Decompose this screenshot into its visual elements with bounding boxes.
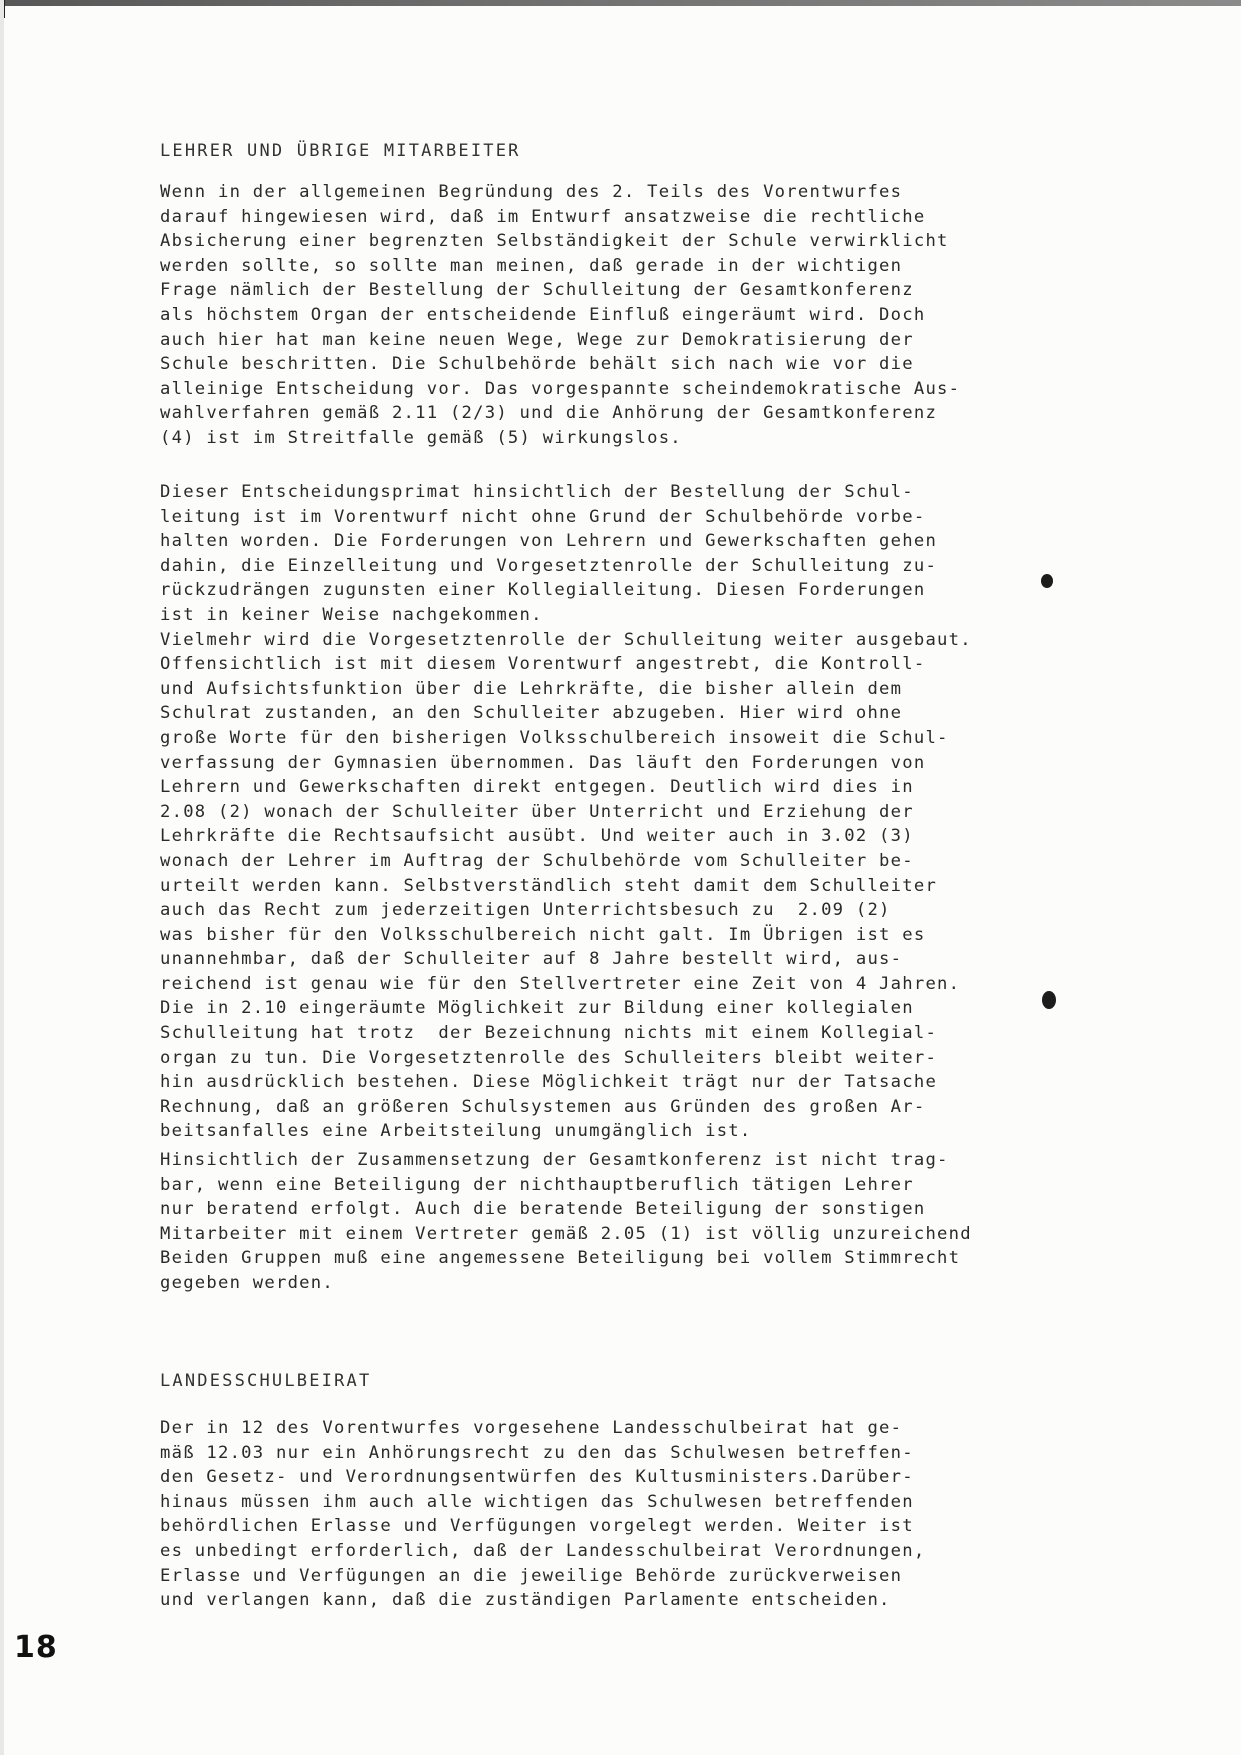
text-line: Absicherung einer begrenzten Selbständigkeit der Schule verwirklicht — [160, 231, 949, 252]
text-line: als höchstem Organ der entscheidende Einfluß eingeräumt wird. Doch — [160, 304, 926, 325]
text-line: es unbedingt erforderlich, daß der Landesschulbeirat Verordnungen, — [160, 1540, 926, 1561]
text-line: gegeben werden. — [160, 1272, 334, 1293]
text-line: ist in keiner Weise nachgekommen. — [160, 604, 543, 625]
text-line: dahin, die Einzelleitung und Vorgesetztenrolle der Schulleitung zu- — [160, 555, 938, 576]
text-line: Schulrat zustanden, an den Schulleiter abzugeben. Hier wird ohne — [160, 703, 903, 724]
paragraph-begruendung — [160, 180, 960, 451]
text-line: Lehrkräfte die Rechtsaufsicht ausübt. Und weiter auch in 3.02 (3) — [160, 826, 914, 847]
text-line: wonach der Lehrer im Auftrag der Schulbehörde vom Schulleiter be- — [160, 850, 914, 871]
text-line: auch das Recht zum jederzeitigen Unterrichtsbesuch zu 2.09 (2) — [160, 900, 891, 921]
text-line: hinaus müssen ihm auch alle wichtigen das Schulwesen betreffenden — [160, 1491, 914, 1512]
text-line: Schule beschritten. Die Schulbehörde behält sich nach wie vor die — [160, 354, 914, 375]
text-line: nur beratend erfolgt. Auch die beratende Beteiligung der sonstigen — [160, 1199, 926, 1220]
text-line: reichend ist genau wie für den Stellvertreter eine Zeit von 4 Jahren. — [160, 973, 961, 994]
text-line: Dieser Entscheidungsprimat hinsichtlich der Bestellung der Schul- — [160, 482, 914, 502]
section-heading-lehrer: LEHRER UND ÜBRIGE MITARBEITER — [160, 141, 521, 161]
text-line: werden sollte, so sollte man meinen, daß gerade in der wichtigen — [160, 255, 903, 276]
text-line: Schulleitung hat trotz der Bezeichnung nichts mit einem Kollegial- — [160, 1023, 938, 1044]
ink-blot — [1041, 574, 1053, 588]
text-line: Lehrern und Gewerkschaften direkt entgegen. Deutlich wird dies in — [160, 777, 914, 798]
text-line: Die in 2.10 eingeräumte Möglichkeit zur Bildung einer kollegialen — [160, 998, 914, 1019]
text-line: beitsanfalles eine Arbeitsteilung unumgänglich ist. — [160, 1121, 752, 1142]
page-number: 18 — [14, 1630, 58, 1665]
text-line: alleinige Entscheidung vor. Das vorgespannte scheindemokratische Aus- — [160, 378, 961, 399]
text-line: Frage nämlich der Bestellung der Schulleitung der Gesamtkonferenz — [160, 280, 914, 301]
text-line: urteilt werden kann. Selbstverständlich steht damit dem Schulleiter — [160, 875, 938, 896]
text-line: Offensichtlich ist mit diesem Vorentwurf angestrebt, die Kontroll- — [160, 654, 926, 675]
text-line: wahlverfahren gemäß 2.11 (2/3) und die Anhörung der Gesamtkonferenz — [160, 403, 938, 424]
ink-blot — [1042, 991, 1056, 1009]
text-line: den Gesetz- und Verordnungsentwürfen des Kultusministers.Darüber- — [160, 1467, 914, 1488]
text-line: Hinsichtlich der Zusammensetzung der Gesamtkonferenz ist nicht trag- — [160, 1150, 949, 1170]
text-line: bar, wenn eine Beteiligung der nichthauptberuflich tätigen Lehrer — [160, 1174, 914, 1195]
text-line: Der in 12 des Vorentwurfes vorgesehene Landesschulbeirat hat ge- — [160, 1418, 903, 1438]
text-line: Beiden Gruppen muß eine angemessene Beteiligung bei vollem Stimmrecht — [160, 1248, 961, 1269]
text-line: leitung ist im Vorentwurf nicht ohne Grund der Schulbehörde vorbe- — [160, 506, 926, 527]
text-line: darauf hingewiesen wird, daß im Entwurf ansatzweise die rechtliche — [160, 206, 926, 227]
text-line: und Aufsichtsfunktion über die Lehrkräfte, die bisher allein dem — [160, 678, 903, 699]
paragraph-gesamtkonferenz — [160, 1148, 972, 1296]
text-line: und verlangen kann, daß die zuständigen Parlamente entscheiden. — [160, 1590, 891, 1611]
text-line: große Worte für den bisherigen Volksschulbereich insoweit die Schul- — [160, 727, 949, 748]
text-line: Rechnung, daß an größeren Schulsystemen aus Gründen des großen Ar- — [160, 1096, 926, 1117]
text-line: hin ausdrücklich bestehen. Diese Möglichkeit trägt nur der Tatsache — [160, 1072, 938, 1093]
text-line: was bisher für den Volksschulbereich nicht galt. Im Übrigen ist es — [160, 924, 926, 945]
text-line: halten worden. Die Forderungen von Lehrern und Gewerkschaften gehen — [160, 531, 938, 552]
text-line: rückzudrängen zugunsten einer Kollegialleitung. Diesen Forderungen — [160, 580, 926, 601]
text-line: unannehmbar, daß der Schulleiter auf 8 Jahre bestellt wird, aus- — [160, 949, 903, 970]
text-line: Wenn in der allgemeinen Begründung des 2. Teils des Vorentwurfes — [160, 182, 903, 202]
text-line: Mitarbeiter mit einem Vertreter gemäß 2.05 (1) ist völlig unzureichend — [160, 1223, 972, 1244]
text-line: Erlasse und Verfügungen an die jeweilige Behörde zurückverweisen — [160, 1565, 903, 1586]
text-line: mäß 12.03 nur ein Anhörungsrecht zu den das Schulwesen betreffen- — [160, 1442, 914, 1463]
paragraph-entscheidungsprimat — [160, 480, 972, 1144]
scan-top-edge — [0, 0, 1241, 6]
text-line: organ zu tun. Die Vorgesetztenrolle des Schulleiters bleibt weiter- — [160, 1047, 938, 1068]
paragraph-landesschulbeirat — [160, 1416, 925, 1613]
text-line: 2.08 (2) wonach der Schulleiter über Unterricht und Erziehung der — [160, 801, 914, 822]
section-heading-landesschulbeirat: LANDESSCHULBEIRAT — [160, 1371, 372, 1391]
text-line: auch hier hat man keine neuen Wege, Wege zur Demokratisierung der — [160, 329, 914, 350]
text-line: verfassung der Gymnasien übernommen. Das läuft den Forderungen von — [160, 752, 926, 773]
scan-left-edge — [0, 0, 4, 1755]
text-line: (4) ist im Streitfalle gemäß (5) wirkungslos. — [160, 427, 682, 448]
text-line: behördlichen Erlasse und Verfügungen vorgelegt werden. Weiter ist — [160, 1516, 914, 1537]
text-line: Vielmehr wird die Vorgesetztenrolle der Schulleitung weiter ausgebaut. — [160, 629, 972, 650]
